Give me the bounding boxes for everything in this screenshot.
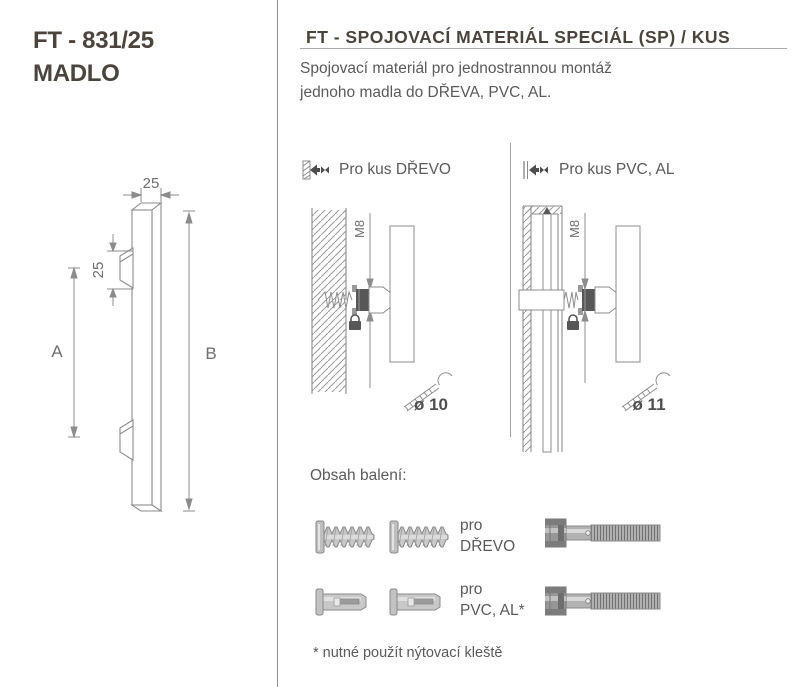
wood-diagram-header — [302, 160, 451, 180]
wall-profile-icon — [522, 160, 550, 180]
product-type: MADLO — [33, 60, 120, 87]
wall-wood-icon — [302, 160, 330, 180]
wood-item-label: pro DŘEVO — [460, 517, 516, 555]
socket-head-bolt — [545, 518, 661, 548]
product-code: FT - 831/25 — [33, 27, 154, 54]
top-standoff — [120, 248, 133, 288]
description-line1: Spojovací materiál pro jednostrannou montáž — [300, 60, 612, 77]
pvc-diagram-label: Pro kus PVC, AL — [559, 161, 675, 178]
pvc-mount-diagram — [518, 200, 718, 460]
bottom-standoff — [120, 420, 133, 460]
wood-diagram-label: Pro kus DŘEVO — [339, 161, 451, 178]
wood-mount-diagram — [300, 200, 500, 420]
main-divider — [277, 0, 278, 687]
pvc-thread-label: M8 — [567, 219, 582, 238]
handle-cross-section — [390, 226, 414, 362]
pvc-fastener — [519, 285, 618, 315]
description-line2: jednoho madla do DŘEVA, PVC, AL. — [300, 84, 552, 101]
wood-thread-label: M8 — [352, 219, 367, 238]
pvc-diagram-header — [522, 160, 674, 180]
dim-bracket-label: 25 — [90, 261, 107, 279]
diagram-divider — [510, 143, 511, 437]
dim-b-label: B — [205, 344, 217, 363]
rivet-nut — [389, 584, 443, 620]
padlock-icon — [567, 315, 579, 330]
product-title — [33, 24, 154, 90]
pvc-item-label: pro PVC, AL* — [460, 581, 525, 619]
footnote: * nutné použít nýtovací kleště — [313, 645, 503, 661]
wood-insert-screw — [315, 518, 377, 558]
pvc-drill-label: ø 11 — [632, 395, 666, 414]
heading-underline — [300, 48, 787, 49]
section-heading: FT - SPOJOVACÍ MATERIÁL SPECIÁL (SP) / KUS — [306, 27, 731, 47]
handle-body — [120, 203, 161, 511]
description — [300, 57, 720, 105]
wood-insert-screw — [389, 518, 451, 558]
dimension-b — [183, 211, 195, 511]
dim-width-label: 25 — [142, 175, 160, 192]
handle-technical-drawing — [35, 160, 235, 550]
handle-cross-section — [616, 226, 640, 362]
through-rod — [543, 214, 551, 452]
package-contents-title: Obsah balení: — [310, 467, 407, 484]
profile-wall — [523, 206, 562, 452]
padlock-icon — [349, 315, 361, 330]
dim-a-label: A — [51, 342, 63, 361]
rivet-nut — [315, 584, 369, 620]
wood-drill-label: ø 10 — [413, 395, 449, 414]
socket-head-bolt — [545, 586, 661, 616]
dimension-a — [68, 268, 80, 437]
